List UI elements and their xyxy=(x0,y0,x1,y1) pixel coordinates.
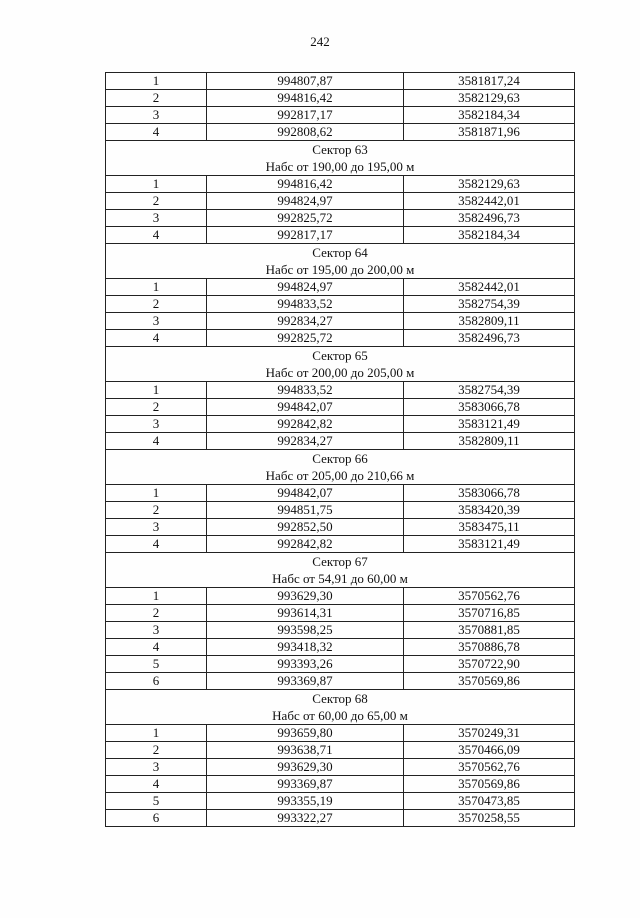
y-coordinate-cell: 3570569,86 xyxy=(404,776,575,793)
x-coordinate-cell: 992817,17 xyxy=(207,227,404,244)
sector-header-row xyxy=(106,690,575,725)
table-row xyxy=(106,433,575,450)
y-coordinate-cell: 3582496,73 xyxy=(404,330,575,347)
y-coordinate-cell: 3570722,90 xyxy=(404,656,575,673)
y-coordinate-cell: 3581871,96 xyxy=(404,124,575,141)
x-coordinate-cell: 993322,27 xyxy=(207,810,404,827)
point-number-cell: 6 xyxy=(106,673,207,690)
point-number-cell: 2 xyxy=(106,399,207,416)
point-number-cell: 5 xyxy=(106,656,207,673)
y-coordinate-cell: 3583475,11 xyxy=(404,519,575,536)
point-number-cell: 1 xyxy=(106,279,207,296)
table-row xyxy=(106,759,575,776)
y-coordinate-cell: 3582442,01 xyxy=(404,193,575,210)
y-coordinate-cell: 3583121,49 xyxy=(404,536,575,553)
x-coordinate-cell: 992842,82 xyxy=(207,536,404,553)
sector-header-row xyxy=(106,347,575,382)
table-row xyxy=(106,656,575,673)
x-coordinate-cell: 992808,62 xyxy=(207,124,404,141)
y-coordinate-cell: 3582129,63 xyxy=(404,90,575,107)
table-row xyxy=(106,124,575,141)
y-coordinate-cell: 3570473,85 xyxy=(404,793,575,810)
y-coordinate-cell: 3582129,63 xyxy=(404,176,575,193)
point-number-cell: 3 xyxy=(106,519,207,536)
point-number-cell: 4 xyxy=(106,227,207,244)
table-row xyxy=(106,176,575,193)
sector-header-row xyxy=(106,244,575,279)
point-number-cell: 4 xyxy=(106,124,207,141)
y-coordinate-cell: 3570716,85 xyxy=(404,605,575,622)
sector-title: Сектор 66 xyxy=(312,451,368,466)
point-number-cell: 3 xyxy=(106,210,207,227)
y-coordinate-cell: 3582496,73 xyxy=(404,210,575,227)
x-coordinate-cell: 993355,19 xyxy=(207,793,404,810)
x-coordinate-cell: 994816,42 xyxy=(207,90,404,107)
table-row xyxy=(106,227,575,244)
y-coordinate-cell: 3582809,11 xyxy=(404,433,575,450)
sector-height-range: Набс от 200,00 до 205,00 м xyxy=(265,365,415,380)
x-coordinate-cell: 994842,07 xyxy=(207,399,404,416)
x-coordinate-cell: 994816,42 xyxy=(207,176,404,193)
sector-header-cell xyxy=(106,244,575,279)
sector-title: Сектор 67 xyxy=(312,554,368,569)
y-coordinate-cell: 3570466,09 xyxy=(404,742,575,759)
point-number-cell: 2 xyxy=(106,742,207,759)
sector-header-cell xyxy=(106,141,575,176)
x-coordinate-cell: 994807,87 xyxy=(207,73,404,90)
coordinates-table xyxy=(105,72,575,827)
table-row xyxy=(106,330,575,347)
point-number-cell: 2 xyxy=(106,502,207,519)
table-row xyxy=(106,622,575,639)
x-coordinate-cell: 993638,71 xyxy=(207,742,404,759)
y-coordinate-cell: 3570249,31 xyxy=(404,725,575,742)
sector-header-cell xyxy=(106,690,575,725)
table-row xyxy=(106,382,575,399)
sector-header-cell xyxy=(106,450,575,485)
x-coordinate-cell: 993369,87 xyxy=(207,673,404,690)
table-row xyxy=(106,313,575,330)
point-number-cell: 4 xyxy=(106,433,207,450)
x-coordinate-cell: 992852,50 xyxy=(207,519,404,536)
x-coordinate-cell: 993659,80 xyxy=(207,725,404,742)
y-coordinate-cell: 3582184,34 xyxy=(404,227,575,244)
y-coordinate-cell: 3570886,78 xyxy=(404,639,575,656)
table-row xyxy=(106,485,575,502)
sector-title: Сектор 68 xyxy=(312,691,368,706)
sector-header-row xyxy=(106,141,575,176)
sector-height-range: Набс от 195,00 до 200,00 м xyxy=(265,262,415,277)
x-coordinate-cell: 993629,30 xyxy=(207,588,404,605)
point-number-cell: 6 xyxy=(106,810,207,827)
x-coordinate-cell: 994842,07 xyxy=(207,485,404,502)
table-row xyxy=(106,107,575,124)
point-number-cell: 2 xyxy=(106,296,207,313)
point-number-cell: 3 xyxy=(106,416,207,433)
table-row xyxy=(106,193,575,210)
point-number-cell: 1 xyxy=(106,485,207,502)
y-coordinate-cell: 3583420,39 xyxy=(404,502,575,519)
y-coordinate-cell: 3570881,85 xyxy=(404,622,575,639)
x-coordinate-cell: 994833,52 xyxy=(207,382,404,399)
y-coordinate-cell: 3582754,39 xyxy=(404,382,575,399)
x-coordinate-cell: 993598,25 xyxy=(207,622,404,639)
sector-header-row xyxy=(106,450,575,485)
sector-title: Сектор 63 xyxy=(312,142,368,157)
x-coordinate-cell: 992825,72 xyxy=(207,330,404,347)
x-coordinate-cell: 993418,32 xyxy=(207,639,404,656)
sector-header-cell xyxy=(106,553,575,588)
x-coordinate-cell: 994824,97 xyxy=(207,193,404,210)
table-row xyxy=(106,639,575,656)
table-row xyxy=(106,776,575,793)
x-coordinate-cell: 994824,97 xyxy=(207,279,404,296)
table-row xyxy=(106,673,575,690)
y-coordinate-cell: 3582809,11 xyxy=(404,313,575,330)
sector-header-cell xyxy=(106,347,575,382)
x-coordinate-cell: 993393,26 xyxy=(207,656,404,673)
table-row xyxy=(106,793,575,810)
table-row xyxy=(106,279,575,296)
point-number-cell: 1 xyxy=(106,176,207,193)
table-row xyxy=(106,90,575,107)
table-row xyxy=(106,810,575,827)
point-number-cell: 3 xyxy=(106,759,207,776)
sector-height-range: Набс от 54,91 до 60,00 м xyxy=(272,571,408,586)
x-coordinate-cell: 992817,17 xyxy=(207,107,404,124)
y-coordinate-cell: 3570562,76 xyxy=(404,759,575,776)
point-number-cell: 4 xyxy=(106,330,207,347)
x-coordinate-cell: 992834,27 xyxy=(207,313,404,330)
x-coordinate-cell: 993629,30 xyxy=(207,759,404,776)
point-number-cell: 5 xyxy=(106,793,207,810)
x-coordinate-cell: 994833,52 xyxy=(207,296,404,313)
point-number-cell: 4 xyxy=(106,639,207,656)
x-coordinate-cell: 992834,27 xyxy=(207,433,404,450)
y-coordinate-cell: 3582442,01 xyxy=(404,279,575,296)
table-row xyxy=(106,416,575,433)
table-row xyxy=(106,588,575,605)
y-coordinate-cell: 3583066,78 xyxy=(404,399,575,416)
sector-height-range: Набс от 60,00 до 65,00 м xyxy=(272,708,408,723)
point-number-cell: 2 xyxy=(106,605,207,622)
page-number: 242 xyxy=(310,34,330,49)
y-coordinate-cell: 3582754,39 xyxy=(404,296,575,313)
table-row xyxy=(106,502,575,519)
y-coordinate-cell: 3583066,78 xyxy=(404,485,575,502)
sector-title: Сектор 65 xyxy=(312,348,368,363)
y-coordinate-cell: 3570569,86 xyxy=(404,673,575,690)
table-row xyxy=(106,536,575,553)
point-number-cell: 4 xyxy=(106,536,207,553)
x-coordinate-cell: 993614,31 xyxy=(207,605,404,622)
sector-title: Сектор 64 xyxy=(312,245,368,260)
point-number-cell: 1 xyxy=(106,73,207,90)
x-coordinate-cell: 992825,72 xyxy=(207,210,404,227)
point-number-cell: 1 xyxy=(106,588,207,605)
table-row xyxy=(106,519,575,536)
table-row xyxy=(106,725,575,742)
table-row xyxy=(106,73,575,90)
table-row xyxy=(106,742,575,759)
y-coordinate-cell: 3581817,24 xyxy=(404,73,575,90)
table-row xyxy=(106,399,575,416)
table-row xyxy=(106,605,575,622)
sector-height-range: Набс от 205,00 до 210,66 м xyxy=(265,468,415,483)
point-number-cell: 3 xyxy=(106,107,207,124)
sector-header-row xyxy=(106,553,575,588)
point-number-cell: 2 xyxy=(106,90,207,107)
x-coordinate-cell: 993369,87 xyxy=(207,776,404,793)
point-number-cell: 1 xyxy=(106,382,207,399)
point-number-cell: 3 xyxy=(106,313,207,330)
x-coordinate-cell: 994851,75 xyxy=(207,502,404,519)
y-coordinate-cell: 3583121,49 xyxy=(404,416,575,433)
table-row xyxy=(106,296,575,313)
coordinates-table-body xyxy=(106,73,575,827)
y-coordinate-cell: 3570258,55 xyxy=(404,810,575,827)
point-number-cell: 3 xyxy=(106,622,207,639)
point-number-cell: 2 xyxy=(106,193,207,210)
table-row xyxy=(106,210,575,227)
sector-height-range: Набс от 190,00 до 195,00 м xyxy=(265,159,415,174)
y-coordinate-cell: 3570562,76 xyxy=(404,588,575,605)
point-number-cell: 1 xyxy=(106,725,207,742)
y-coordinate-cell: 3582184,34 xyxy=(404,107,575,124)
point-number-cell: 4 xyxy=(106,776,207,793)
x-coordinate-cell: 992842,82 xyxy=(207,416,404,433)
